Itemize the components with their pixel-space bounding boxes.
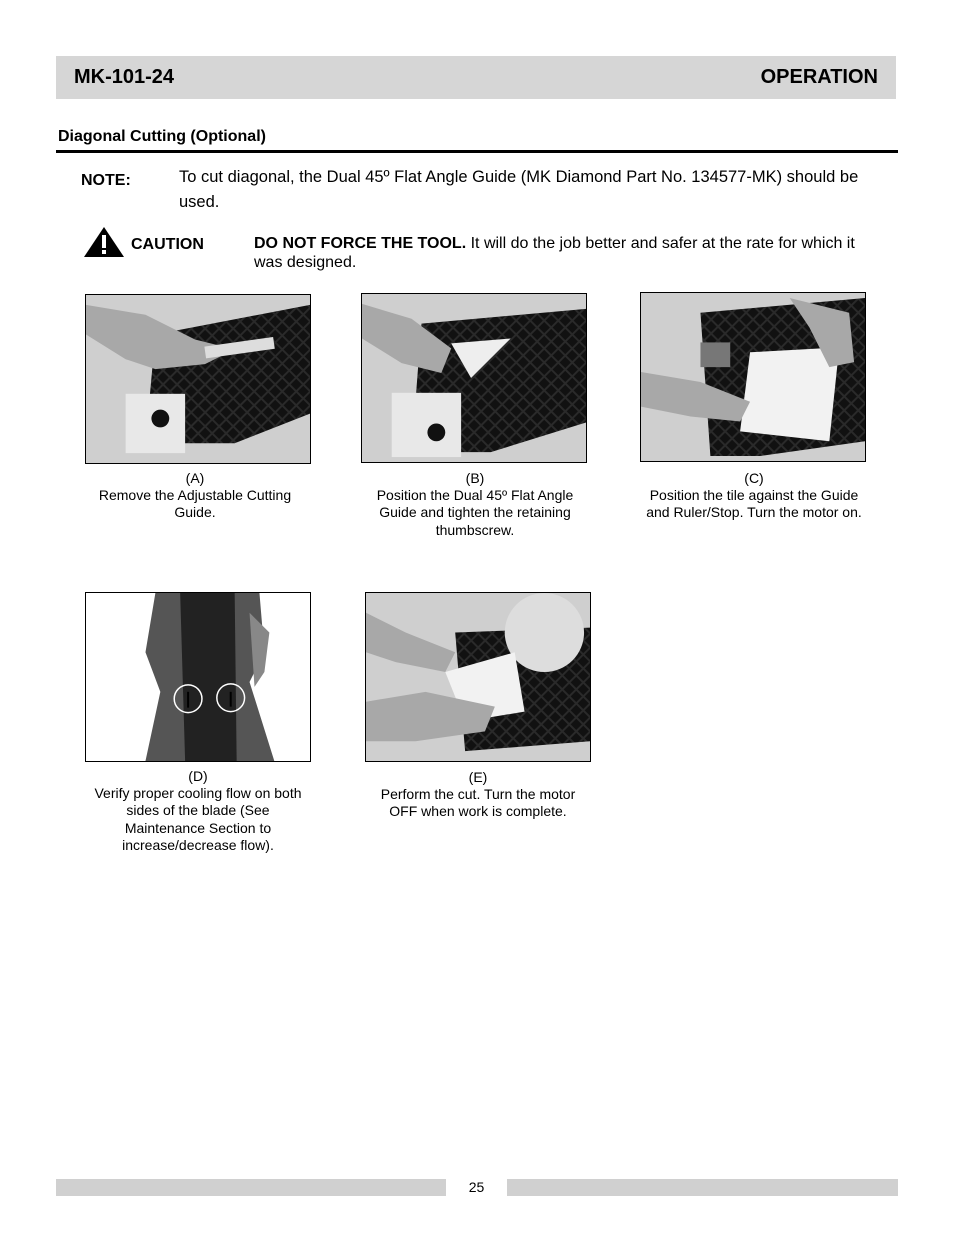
caution-body: It will do the job better and safer at the rate for which it was designed. (254, 235, 855, 271)
section-name: OPERATION (760, 66, 878, 88)
step-text: Verify proper cooling flow on both sides of the blade (See Maintenance Section to increase/decrease flow). (94, 785, 302, 853)
caption-e (365, 769, 591, 821)
photo-c-position-tile (640, 292, 866, 462)
step-letter: (C) (744, 470, 764, 486)
step-text: Remove the Adjustable Cutting Guide. (98, 487, 292, 521)
step-text: Perform the cut. Turn the motor OFF when work is complete. (380, 786, 576, 820)
step-letter: (D) (188, 768, 208, 784)
photo-a-remove-guide (85, 294, 311, 464)
note-text: To cut diagonal, the Dual 45º Flat Angle Guide (MK Diamond Part No. 134577-MK) should be used. (179, 168, 859, 211)
step-letter: (E) (468, 769, 488, 785)
caption-c (641, 470, 867, 522)
step-text: Position the tile against the Guide and Ruler/Stop. Turn the motor on. (646, 487, 862, 521)
header-bar (56, 56, 896, 99)
section-title: Diagonal Cutting (Optional) (58, 128, 266, 145)
caption-a (90, 470, 300, 522)
note-label: NOTE: (81, 172, 131, 189)
photo-e-perform-cut (365, 592, 591, 762)
caption-b (362, 470, 588, 539)
model-number: MK-101-24 (74, 66, 175, 88)
step-letter: (A) (185, 470, 205, 486)
step-letter: (B) (465, 470, 485, 486)
footer-bar-right (507, 1179, 898, 1196)
step-text: Position the Dual 45º Flat Angle Guide and tighten the retaining thumbscrew. (376, 487, 574, 538)
footer-bar-left (56, 1179, 446, 1196)
caution-emphasis: DO NOT FORCE THE TOOL. (254, 235, 467, 252)
section-divider (56, 150, 898, 153)
page-number: 25 (468, 1179, 485, 1195)
caption-d (90, 768, 306, 854)
warning-icon (83, 226, 125, 258)
photo-b-position-guide (361, 293, 587, 463)
caution-label: CAUTION (131, 236, 204, 253)
caution-text (254, 234, 884, 272)
photo-d-cooling-flow (85, 592, 311, 762)
